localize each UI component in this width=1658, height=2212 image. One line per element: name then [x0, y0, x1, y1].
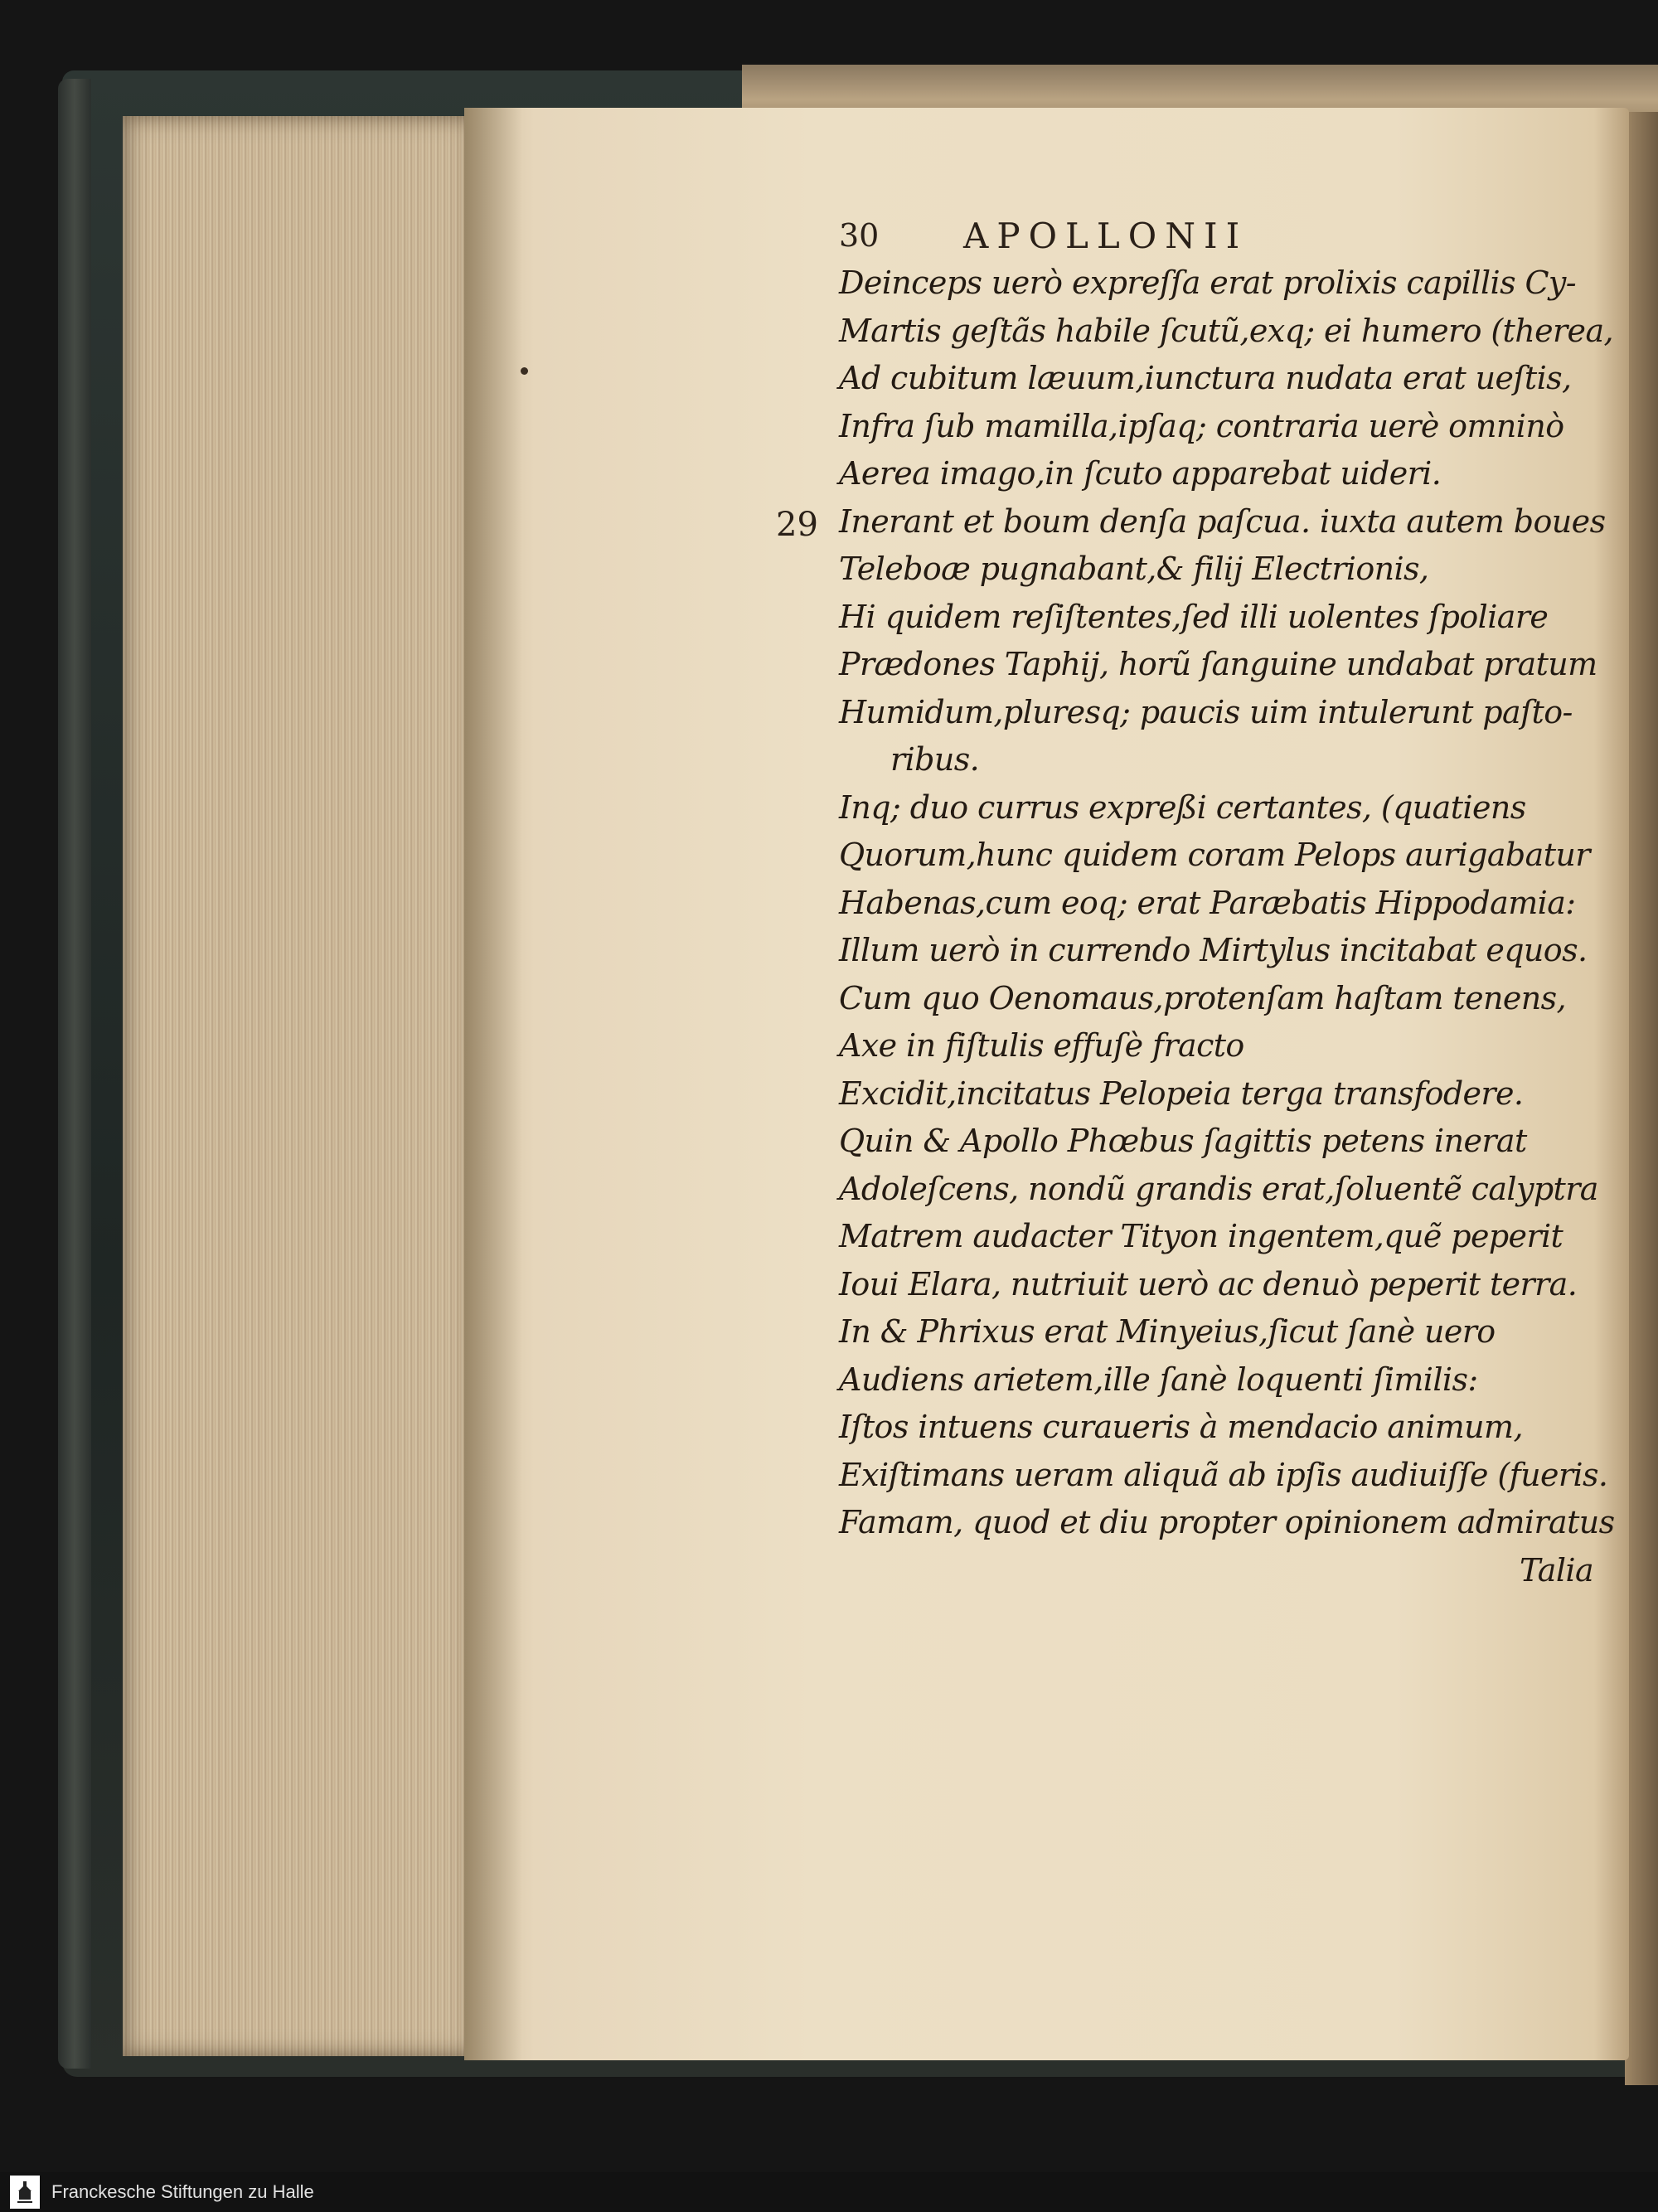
- text-line: Inerant et boum denſa paſcua. iuxta autem boues: [839, 502, 1606, 540]
- text-line: In & Phrixus erat Minyeius,ſicut ſanè uero: [839, 1313, 1496, 1350]
- text-line: ribus.: [890, 741, 980, 778]
- text-line: Matrem audacter Tityon ingentem,quẽ peperit: [839, 1218, 1563, 1254]
- page-gutter-shadow: [464, 108, 522, 2060]
- franckesche-stiftungen-logo-icon: [10, 2176, 40, 2209]
- text-line: Ad cubitum læuum,iunctura nudata erat ueſtis,: [839, 360, 1572, 396]
- text-line: Adoleſcens, nondũ grandis erat,ſoluentẽ calyptra: [839, 1170, 1598, 1207]
- text-line: Martis geſtãs habile ſcutũ,exq; ei humero (therea,: [839, 312, 1613, 349]
- text-line: Illum uerò in currendo Mirtylus incitabat equos.: [839, 932, 1588, 968]
- page-number: 30: [839, 217, 880, 254]
- running-title: APOLLONII: [963, 215, 1248, 256]
- book-spine-edge: [58, 79, 91, 2069]
- text-line: Famam, quod et diu propter opinionem admiratus: [839, 1504, 1615, 1540]
- text-line: Infra ſub mamilla,ipſaq; contraria uerè omninò: [839, 407, 1564, 444]
- text-line: Cum quo Oenomaus,protenſam haſtam tenens,: [839, 979, 1566, 1016]
- footer-bar: [0, 2172, 1658, 2212]
- page-stack-edges: [123, 116, 487, 2056]
- running-head: [839, 211, 1602, 260]
- text-line: Audiens arietem,ille ſanè loquenti ſimilis:: [839, 1361, 1478, 1398]
- text-line: Quin & Apollo Phœbus ſagittis petens inerat: [839, 1123, 1527, 1159]
- catchword: Talia: [1519, 1551, 1593, 1589]
- text-line: Inq; duo currus expreßi certantes, (quatiens: [839, 788, 1526, 826]
- text-line: Aerea imago,in ſcuto apparebat uideri.: [839, 455, 1442, 492]
- text-line: Habenas,cum eoq; erat Paræbatis Hippodamia:: [839, 884, 1576, 921]
- text-line: Excidit,incitatus Pelopeia terga transfodere.: [839, 1074, 1524, 1112]
- footer-label: Franckesche Stiftungen zu Halle: [51, 2181, 314, 2202]
- verse-lines: [839, 260, 1615, 1594]
- text-line: Humidum,pluresq; paucis uim intulerunt paſto-: [839, 693, 1573, 730]
- side-note-number: 29: [776, 506, 818, 544]
- text-line: Axe in fiſtulis effuſè fracto: [839, 1027, 1244, 1064]
- text-line: Exiſtimans ueram aliquã ab ipſis audiuiſſe (fueris.: [839, 1456, 1608, 1493]
- ink-spot: [521, 367, 528, 375]
- text-line: Deinceps uerò expreſſa erat prolixis capillis Cy-: [839, 264, 1577, 301]
- text-line: Iſtos intuens curaueris à mendacio animum,: [839, 1409, 1523, 1445]
- page-text-block: [839, 211, 1615, 1594]
- fore-edge: [1625, 112, 1658, 2085]
- text-line: Hi quidem reſiſtentes,ſed illi uolentes ſpoliare: [839, 598, 1549, 635]
- text-line: Ioui Elara, nutriuit uerò ac denuò peperit terra.: [839, 1265, 1578, 1302]
- text-line: Teleboæ pugnabant,& filij Electrionis,: [839, 551, 1429, 587]
- text-line: Quorum,hunc quidem coram Pelops aurigabatur: [839, 837, 1590, 873]
- text-line: Prædones Taphij, horũ ſanguine undabat pratum: [839, 646, 1597, 682]
